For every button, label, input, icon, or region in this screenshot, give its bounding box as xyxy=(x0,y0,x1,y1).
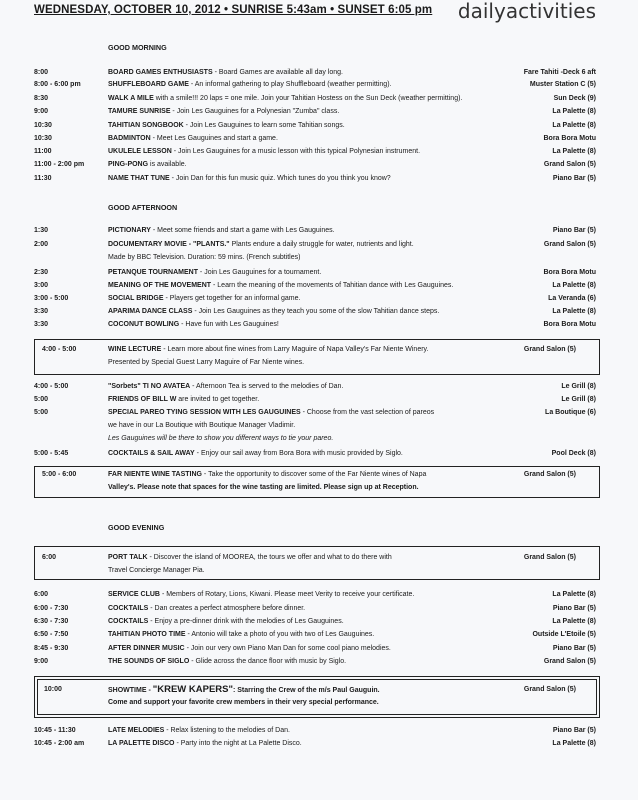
schedule-row xyxy=(0,280,638,292)
schedule-row xyxy=(0,120,638,132)
schedule-row xyxy=(0,394,638,406)
section-morning: GOOD MORNING xyxy=(108,43,167,52)
schedule-row xyxy=(0,589,638,601)
row-time: 4:00 - 5:00 xyxy=(34,383,69,390)
row-time: 11:30 xyxy=(34,175,52,182)
schedule-row-continuation xyxy=(0,433,638,445)
section-evening: GOOD EVENING xyxy=(108,523,165,532)
row-desc: TAHITIAN PHOTO TIME - Antonio will take a photo of you with two of Les Gauguines. xyxy=(108,631,375,638)
row-desc: FRIENDS OF BILL W are invited to get together. xyxy=(108,396,260,403)
row-desc: TAHITIAN SONGBOOK - Join Les Gauguines to learn some Tahitian songs. xyxy=(108,122,345,129)
row-time: 10:30 xyxy=(34,122,52,129)
row-desc: Les Gauguines will be there to show you different ways to tie your pareo. xyxy=(108,435,334,442)
row-time: 1:30 xyxy=(34,227,49,234)
row-location: Outside L'Etoile (5) xyxy=(532,631,596,638)
row-desc: SHUFFLEBOARD GAME - An informal gathering to play Shuffleboard (weather permitting). xyxy=(108,81,392,88)
row-time: 9:00 xyxy=(34,108,49,115)
row-desc: COCKTAILS & SAIL AWAY - Enjoy our sail away from Bora Bora with music provided by Siglo. xyxy=(108,450,403,457)
row-desc: PORT TALK - Discover the island of MOOREA, the tours we offer and what to do there with xyxy=(108,554,392,561)
row-desc: COCKTAILS - Enjoy a pre-dinner drink with the melodies of Les Gauguines. xyxy=(108,618,344,625)
row-desc: COCKTAILS - Dan creates a perfect atmosphere before dinner. xyxy=(108,605,306,612)
schedule-row xyxy=(0,146,638,158)
row-desc: AFTER DINNER MUSIC - Join our very own Piano Man Dan for some cool piano melodies. xyxy=(108,645,391,652)
schedule-row-continuation xyxy=(0,357,638,369)
row-location: La Palette (8) xyxy=(552,282,596,289)
row-time: 5:00 - 6:00 xyxy=(42,471,77,478)
row-desc: SOCIAL BRIDGE - Players get together for an informal game. xyxy=(108,295,301,302)
schedule-row xyxy=(0,738,638,750)
row-location: Grand Salon (5) xyxy=(523,686,576,693)
row-desc: UKULELE LESSON - Join Les Gauguines for a music lesson with this typical Polynesian instrument. xyxy=(108,148,421,155)
schedule-row xyxy=(0,133,638,145)
schedule-row xyxy=(0,93,638,105)
row-time: 8:30 xyxy=(34,95,49,102)
row-desc: Travel Concierge Manager Pia. xyxy=(108,567,205,574)
row-location: Grand Salon (5) xyxy=(523,554,576,561)
schedule-row-continuation xyxy=(0,420,638,432)
row-location: Bora Bora Motu xyxy=(543,321,596,328)
row-location: Piano Bar (5) xyxy=(552,645,596,652)
row-location: La Palette (8) xyxy=(552,108,596,115)
schedule-row xyxy=(0,656,638,668)
row-location: La Palette (8) xyxy=(552,618,596,625)
row-desc: WINE LECTURE - Learn more about fine wines from Larry Maguire of Napa Valley's Far Niente Winery. xyxy=(108,346,429,353)
schedule-row xyxy=(0,106,638,118)
schedule-row xyxy=(0,267,638,279)
row-location: Grand Salon (5) xyxy=(543,241,596,248)
schedule-row xyxy=(0,407,638,419)
row-desc: WALK A MILE with a smile!!! 20 laps = one mile. Join your Tahitian Hostess on the Sun Deck (weather permitting). xyxy=(108,95,463,102)
schedule-row xyxy=(0,381,638,393)
row-desc: Come and support your favorite crew members in their very special performance. xyxy=(108,699,379,706)
row-location: Pool Deck (8) xyxy=(551,450,596,457)
row-time: 5:00 xyxy=(34,396,49,403)
row-location: Piano Bar (5) xyxy=(552,605,596,612)
row-time: 11:00 xyxy=(34,148,52,155)
row-desc: PING-PONG is available. xyxy=(108,161,187,168)
row-time: 5:00 - 5:45 xyxy=(34,450,69,457)
row-location: Le Grill (8) xyxy=(561,396,596,403)
row-location: Fare Tahiti -Deck 6 aft xyxy=(523,69,596,76)
row-desc: SHOWTIME - "KREW KAPERS": Starring the Crew of the m/s Paul Gauguin. xyxy=(108,684,380,695)
row-location: La Palette (8) xyxy=(552,148,596,155)
row-time: 3:30 xyxy=(34,308,49,315)
row-desc: Made by BBC Television. Duration: 59 mins. (French subtitles) xyxy=(108,254,301,261)
row-location: La Boutique (6) xyxy=(545,409,596,416)
schedule-row xyxy=(0,603,638,615)
row-time: 10:00 xyxy=(44,686,62,693)
schedule-row-continuation xyxy=(0,252,638,264)
row-time: 8:00 - 6:00 pm xyxy=(34,81,81,88)
schedule-row xyxy=(0,344,638,356)
row-time: 9:00 xyxy=(34,658,49,665)
row-location: Sun Deck (9) xyxy=(553,95,596,102)
schedule-row xyxy=(0,643,638,655)
row-time: 8:45 - 9:30 xyxy=(34,645,69,652)
row-location: Bora Bora Motu xyxy=(543,269,596,276)
schedule-row xyxy=(0,293,638,305)
row-desc: THE SOUNDS OF SIGLO - Glide across the dance floor with music by Siglo. xyxy=(108,658,347,665)
row-desc: PETANQUE TOURNAMENT - Join Les Gauguines for a tournament. xyxy=(108,269,322,276)
schedule-row xyxy=(0,469,638,481)
schedule-row xyxy=(0,552,638,564)
row-desc: Valley's. Please note that spaces for the wine tasting are limited. Please sign up at Reception. xyxy=(108,484,419,491)
row-desc: DOCUMENTARY MOVIE - "PLANTS." Plants endure a daily struggle for water, nutrients and light. xyxy=(108,241,414,248)
row-desc: Presented by Special Guest Larry Maguire of Far Niente wines. xyxy=(108,359,305,366)
schedule-row xyxy=(0,79,638,91)
schedule-row xyxy=(0,159,638,171)
row-desc: TAMURE SUNRISE - Join Les Gauguines for a Polynesian "Zumba" class. xyxy=(108,108,340,115)
row-time: 6:50 - 7:50 xyxy=(34,631,69,638)
row-desc: PICTIONARY - Meet some friends and start a game with Les Gauguines. xyxy=(108,227,335,234)
schedule-row xyxy=(0,725,638,737)
row-location: Piano Bar (5) xyxy=(552,727,596,734)
row-location: Muster Station C (5) xyxy=(529,81,596,88)
row-desc: COCONUT BOWLING - Have fun with Les Gauguines! xyxy=(108,321,279,328)
schedule-row-continuation xyxy=(0,565,638,577)
row-time: 3:00 - 5:00 xyxy=(34,295,69,302)
row-time: 4:00 - 5:00 xyxy=(42,346,77,353)
row-location: Le Grill (8) xyxy=(561,383,596,390)
row-desc: BOARD GAMES ENTHUSIASTS - Board Games are available all day long. xyxy=(108,69,343,76)
row-time: 2:00 xyxy=(34,241,49,248)
row-time: 5:00 xyxy=(34,409,49,416)
row-time: 10:30 xyxy=(34,135,52,142)
row-time: 6:00 xyxy=(42,554,57,561)
row-time: 6:00 - 7:30 xyxy=(34,605,69,612)
row-time: 10:45 - 2:00 am xyxy=(34,740,85,747)
row-desc: SERVICE CLUB - Members of Rotary, Lions, Kiwani. Please meet Verity to receive your certificate. xyxy=(108,591,415,598)
row-desc: "Sorbets" TI NO AVATEA - Afternoon Tea is served to the melodies of Dan. xyxy=(108,383,344,390)
row-desc: NAME THAT TUNE - Join Dan for this fun music quiz. Which tunes do you think you know? xyxy=(108,175,391,182)
row-location: Piano Bar (5) xyxy=(552,227,596,234)
row-time: 11:00 - 2:00 pm xyxy=(34,161,85,168)
row-desc: APARIMA DANCE CLASS - Join Les Gauguines as they teach you some of the slow Tahitian dance steps. xyxy=(108,308,440,315)
row-location: Piano Bar (5) xyxy=(552,175,596,182)
row-location: Grand Salon (5) xyxy=(523,471,576,478)
row-time: 10:45 - 11:30 xyxy=(34,727,76,734)
schedule-row xyxy=(0,67,638,79)
brand-title: dailyactivities xyxy=(457,0,596,23)
row-location: La Palette (8) xyxy=(552,591,596,598)
schedule-row-continuation xyxy=(0,482,638,494)
row-desc: we have in our La Boutique with Boutique Manager Vladimir. xyxy=(108,422,296,429)
row-time: 6:30 - 7:30 xyxy=(34,618,69,625)
row-location: Grand Salon (5) xyxy=(543,658,596,665)
schedule-row xyxy=(0,683,638,697)
row-location: Grand Salon (5) xyxy=(523,346,576,353)
row-time: 2:30 xyxy=(34,269,49,276)
schedule-row xyxy=(0,629,638,641)
row-time: 3:30 xyxy=(34,321,49,328)
row-time: 6:00 xyxy=(34,591,49,598)
header xyxy=(0,0,638,22)
schedule-row xyxy=(0,173,638,185)
section-afternoon: GOOD AFTERNOON xyxy=(108,203,178,212)
row-desc: FAR NIENTE WINE TASTING - Take the opportunity to discover some of the Far Niente wines of Napa xyxy=(108,471,427,478)
schedule-row xyxy=(0,225,638,237)
row-desc: BADMINTON - Meet Les Gauguines and start a game. xyxy=(108,135,278,142)
row-time: 8:00 xyxy=(34,69,49,76)
schedule-row xyxy=(0,319,638,331)
row-desc: LA PALETTE DISCO - Party into the night at La Palette Disco. xyxy=(108,740,302,747)
row-location: La Veranda (6) xyxy=(548,295,596,302)
row-location: La Palette (8) xyxy=(552,308,596,315)
row-desc: MEANING OF THE MOVEMENT - Learn the meaning of the movements of Tahitian dance with Les Gauguines. xyxy=(108,282,454,289)
schedule-row xyxy=(0,306,638,318)
row-location: Grand Salon (5) xyxy=(543,161,596,168)
row-location: La Palette (8) xyxy=(552,740,596,747)
row-desc: LATE MELODIES - Relax listening to the melodies of Dan. xyxy=(108,727,290,734)
row-location: Bora Bora Motu xyxy=(543,135,596,142)
row-time: 3:00 xyxy=(34,282,49,289)
schedule-row xyxy=(0,239,638,251)
schedule-row xyxy=(0,448,638,460)
row-desc: SPECIAL PAREO TYING SESSION WITH LES GAUGUINES - Choose from the vast selection of pareos xyxy=(108,409,435,416)
date-line: WEDNESDAY, OCTOBER 10, 2012 • SUNRISE 5:43am • SUNSET 6:05 pm xyxy=(34,4,433,16)
schedule-row xyxy=(0,616,638,628)
schedule-row-continuation xyxy=(0,697,638,709)
row-location: La Palette (8) xyxy=(552,122,596,129)
